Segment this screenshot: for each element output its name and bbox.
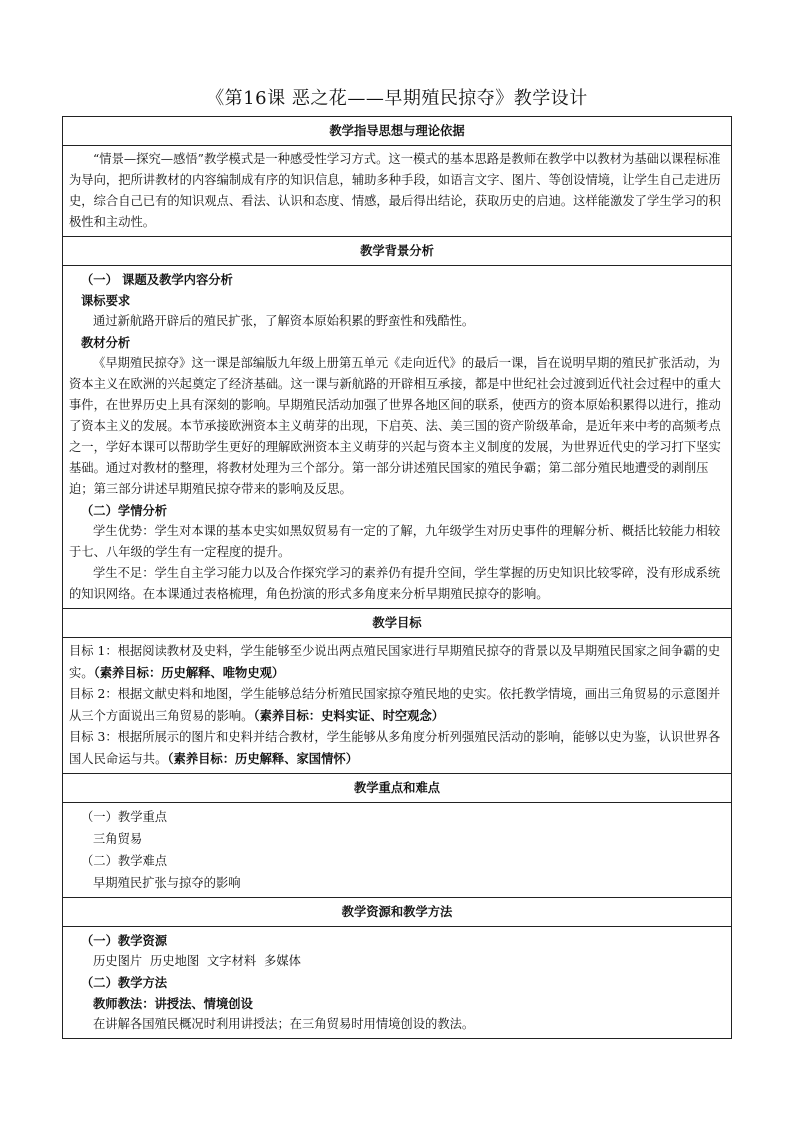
subsection-key-point: （一）教学重点 — [81, 810, 168, 824]
section-heading-background: 教学背景分析 — [63, 237, 732, 266]
background-cell — [63, 266, 732, 609]
objective-2-tag: （素养目标：史料实证、时空观念） — [253, 708, 445, 723]
objective-1: 目标 1：根据阅读教材及史料，学生能够至少说出两点殖民国家进行早期殖民掠夺的背景以及早期殖民国家之间争霸的史实。（素养目标：历史解释、唯物史观） — [69, 644, 721, 680]
section-heading-key-points: 教学重点和难点 — [63, 774, 732, 803]
key-point-text: 三角贸易 — [93, 832, 143, 846]
subsection-resources: （一）教学资源 — [81, 933, 168, 948]
guiding-thought-text: “情景—探究—感悟”教学模式是一种感受性学习方式。这一模式的基本思路是教师在教学中以教材为基础以课程标准为导向，把所讲教材的内容编制成有序的知识信息，辅助多种手段，如语言文字、图片、等创设情境，让学生自己走进历史，综合自己已有的知识观点、看法、认识和态度、情感，最后得出结论，获取历史的启迪。这样能激发了学生学习的积极性和主动性。 — [69, 152, 721, 229]
key-points-cell — [63, 803, 732, 898]
subsection-methods: （二）教学方法 — [81, 975, 168, 990]
methods-text: 在讲解各国殖民概况时利用讲授法；在三角贸易时用情境创设的教法。 — [93, 1017, 475, 1031]
student-strengths-text: 学生优势：学生对本课的基本史实如黑奴贸易有一定的了解，九年级学生对历史事件的理解分析、概括比较能力相较于七、八年级的学生有一定程度的提升。 — [69, 524, 721, 559]
document-title: 《第16课 恶之花——早期殖民掠夺》教学设计 — [206, 88, 588, 109]
curriculum-text: 通过新航路开辟后的殖民扩张，了解资本原始积累的野蛮性和残酷性。 — [93, 314, 475, 328]
section-heading-resources-methods: 教学资源和教学方法 — [63, 898, 732, 927]
guiding-thought-cell — [63, 146, 732, 237]
difficulty-text: 早期殖民扩张与掠夺的影响 — [93, 876, 241, 890]
resources-methods-cell — [63, 927, 732, 1039]
objective-2: 目标 2：根据文献史料和地图，学生能够总结分析殖民国家掠夺殖民地的史实。依托教学情境，画出三角贸易的示意图并从三个方面说出三角贸易的影响。（素养目标：史料实证、时空观念） — [69, 687, 721, 723]
textbook-analysis-text: 《早期殖民掠夺》这一课是部编版九年级上册第五单元《走向近代》的最后一课，旨在说明早期的殖民扩张活动，为资本主义在欧洲的兴起奠定了经济基础。这一课与新航路的开辟相互承接，都是中世纪社会过渡到近代社会过程中的重大事件，在世界历史上具有深刻的影响。早期殖民活动加强了世界各地区间的联系，使西方的资本原始积累得以进行，推动了资本主义的发展。本节承接欧洲资本主义萌芽的出现，下启英、法、美三国的资产阶级革命，是近年来中考的高频考点之一，学好本课可以帮助学生更好的理解欧洲资本主义萌芽的兴起与资本主义制度的发展，为世界近代史的学习打下坚实基础。通过对教材的整理，将教材处理为三个部分。第一部分讲述殖民国家的殖民争霸；第二部分殖民地遭受的剥削压迫；第三部分讲述早期殖民掠夺带来的影响及反思。 — [69, 356, 721, 496]
subsection-content-analysis: （一） 课题及教学内容分析 — [81, 272, 233, 287]
objective-1-tag: （素养目标：历史解释、唯物史观） — [93, 665, 285, 680]
resources-text: 历史图片 历史地图 文字材料 多媒体 — [93, 954, 301, 968]
section-heading-guiding-thought: 教学指导思想与理论依据 — [63, 117, 732, 146]
subsection-difficulty: （二）教学难点 — [81, 854, 168, 868]
subsection-student-analysis: （二）学情分析 — [81, 503, 168, 518]
methods-label: 教师教法：讲授法、情境创设 — [93, 996, 253, 1011]
student-weakness-text: 学生不足：学生自主学习能力以及合作探究学习的素养仍有提升空间，学生掌握的历史知识比较零碎，没有形成系统的知识网络。在本课通过表格梳理，角色扮演的形式多角度来分析早期殖民掠夺的影响。 — [69, 566, 721, 601]
lesson-plan-table — [62, 116, 732, 1039]
curriculum-label: 课标要求 — [81, 293, 131, 308]
section-heading-objectives: 教学目标 — [63, 609, 732, 638]
objective-3-tag: （素养目标：历史解释、家国情怀） — [167, 751, 358, 766]
objectives-cell — [63, 638, 732, 774]
textbook-label: 教材分析 — [81, 335, 131, 350]
objective-3: 目标 3：根据所展示的图片和史料并结合教材，学生能够从多角度分析列强殖民活动的影响，能够以史为鉴，认识世界各国人民命运与共。（素养目标：历史解释、家国情怀） — [69, 730, 721, 766]
